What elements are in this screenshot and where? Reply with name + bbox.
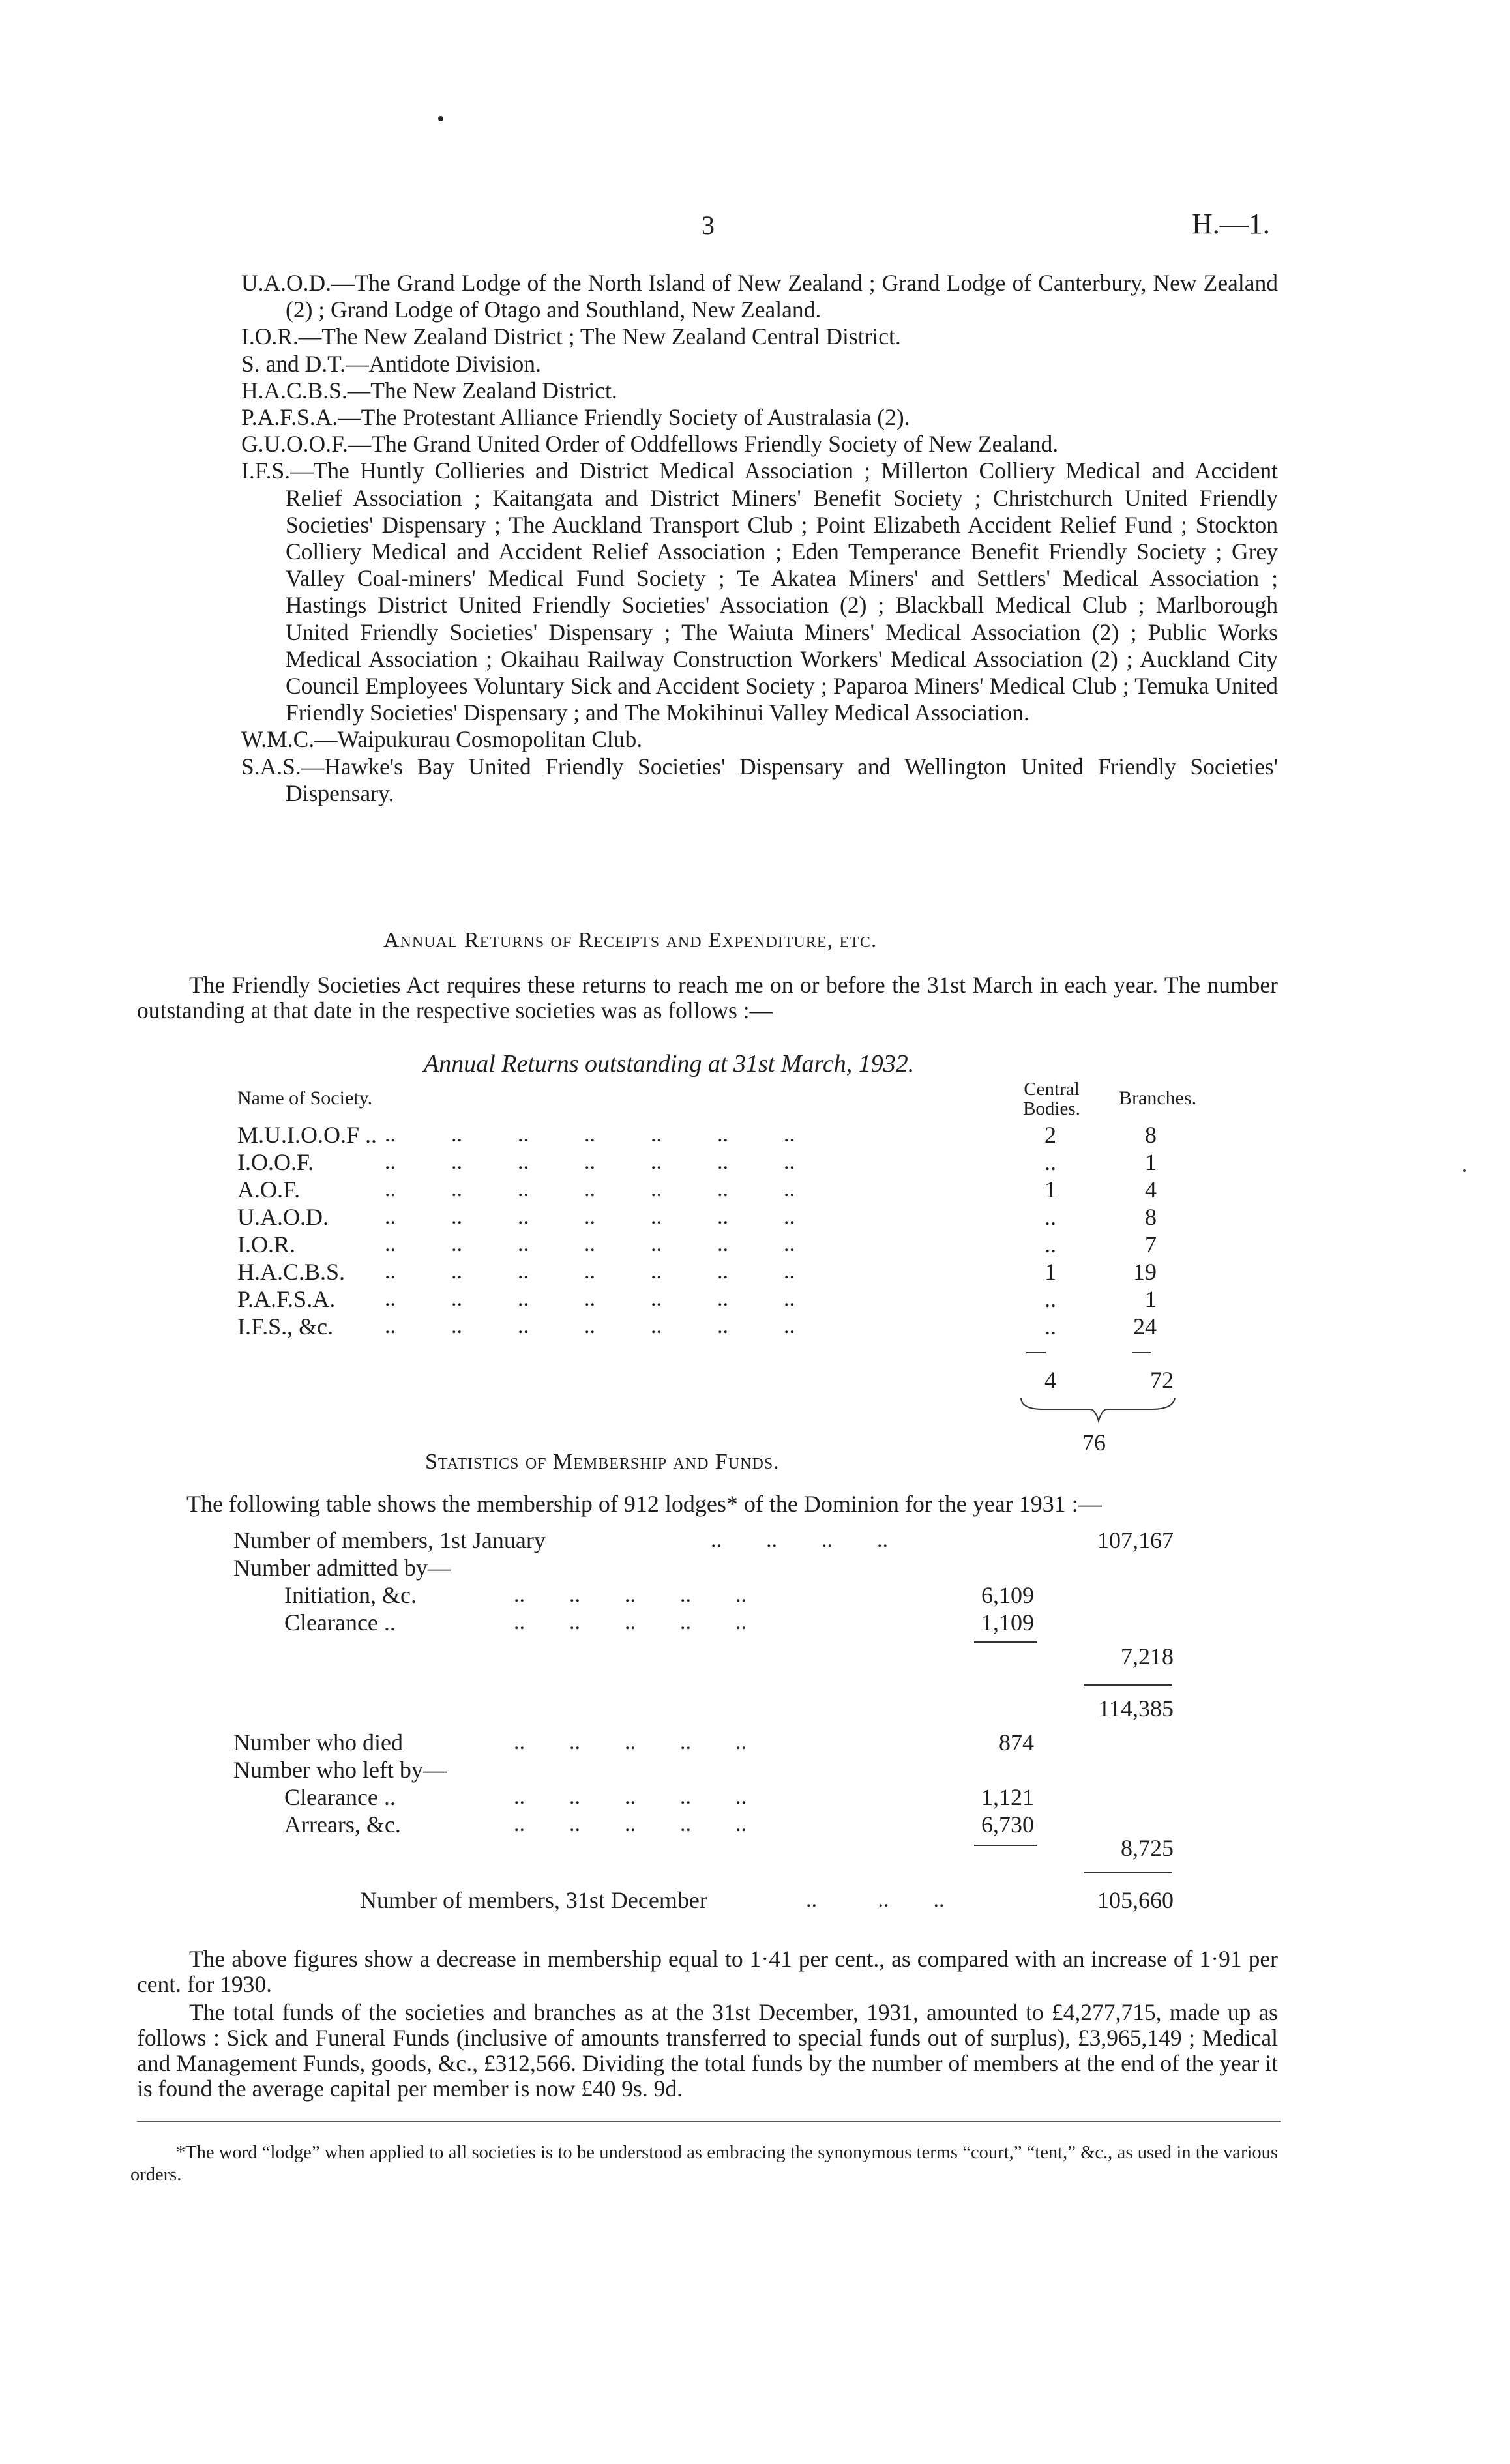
total-rule: [1132, 1352, 1151, 1353]
membership-intro: The following table shows the membership of 912 lodges* of the Dominion for the year 1931 :—: [186, 1491, 1102, 1517]
table-row-name: I.O.O.F.: [237, 1149, 314, 1175]
table-cell-central: ..: [1044, 1231, 1056, 1257]
total-central: 4: [1044, 1367, 1056, 1393]
abbreviation-text: —The Grand United Order of Oddfellows Friendly Society of New Zealand.: [348, 431, 1059, 458]
table-cell-central: ..: [1044, 1149, 1056, 1175]
abbreviation-text: —The New Zealand District.: [347, 377, 617, 403]
line-label: Number who died: [233, 1729, 403, 1755]
abbreviation-text: —The Huntly Collieries and District Medical Association ; Millerton Colliery Medical and Accident Relief Association ; Kaitangata and District Miners' Benefit Society ; Christchurch United Friendly Societies' Dispensary ; The Auckland Transport Club ; Point Elizabeth Accident Relief Fund ; Stockton Colliery Medical and Accident Relief Association ; Eden Temperance Benefit Friendly Society ; Grey Valley Coal-miners' Medical Fund Society ; Te Akatea Miners' and Settlers' Medical Association ; Hastings District United Friendly Societies' Association (2) ; Blackball Medical Club ; Marlborough United Friendly Societies' Dispensary ; The Waiuta Miners' Medical Association (2) ; Public Works Medical Association ; Okaihau Railway Construction Workers' Medical Association (2) ; Auckland City Council Employees Voluntary Sick and Accident Society ; Paparoa Miners' Medical Club ; Temuka United Friendly Societies' Dispensary ; and The Mokihinui Valley Medical Association.: [286, 458, 1278, 726]
leader-dots: .. .. .. .. ..: [514, 1583, 747, 1607]
section-heading-annual-returns: Annual Returns of Receipts and Expenditure, etc.: [383, 928, 878, 952]
sum-rule: [1084, 1684, 1172, 1686]
line-value: 874: [999, 1729, 1034, 1755]
leader-dots: .. .. .. ..: [711, 1528, 888, 1552]
footnote: *The word “lodge” when applied to all societies is to be understood as embracing the synonymous terms “court,” “tent,” &c., as used in the various orders.: [130, 2143, 1278, 2185]
brace-icon: [1017, 1395, 1180, 1424]
table-cell-central: 2: [1044, 1122, 1056, 1148]
table-cell-branches: 19: [1133, 1259, 1157, 1285]
column-header-central: [1009, 1079, 1094, 1119]
line-label: Initiation, &c.: [284, 1582, 417, 1608]
line-value: 7,218: [1121, 1643, 1174, 1669]
leader-dots: .. .. .. .. .. .. ..: [385, 1177, 795, 1201]
table-cell-branches: 1: [1145, 1149, 1157, 1175]
table-row-name: H.A.C.B.S.: [237, 1259, 346, 1285]
column-header-name: Name of Society.: [237, 1087, 373, 1109]
line-label: Clearance ..: [284, 1784, 396, 1810]
abbreviation-code: S.A.S.: [241, 753, 301, 780]
table-cell-central: ..: [1044, 1313, 1056, 1340]
abbreviation-entry: [241, 754, 1278, 807]
leader-dots: .. .. .. .. .. .. ..: [385, 1259, 795, 1283]
line-value: 1,121: [981, 1784, 1034, 1810]
line-label: Clearance ..: [284, 1609, 396, 1635]
line-value: 8,725: [1121, 1835, 1174, 1861]
annual-returns-paragraph: The Friendly Societies Act requires these returns to reach me on or before the 31st March in each year. The number outstanding at that date in the respective societies was as follows :—: [137, 972, 1278, 1023]
leader-dots: .. .. .. .. .. .. ..: [385, 1205, 795, 1229]
sum-rule: [974, 1641, 1037, 1643]
membership-paragraph-decrease: The above figures show a decrease in membership equal to 1·41 per cent., as compared with an increase of 1·91 per cent. for 1930.: [137, 1946, 1278, 1997]
abbreviation-entry: [241, 270, 1278, 323]
table-cell-branches: 8: [1145, 1204, 1157, 1230]
abbreviation-text: —The Grand Lodge of the North Island of New Zealand ; Grand Lodge of Canterbury, New Zealand (2) ; Grand Lodge of Otago and Southland, New Zealand.: [286, 270, 1278, 323]
column-header-central-line1: Central: [1024, 1079, 1080, 1100]
leader-dots: .. .. .. .. ..: [514, 1785, 747, 1809]
total-rule: [1026, 1352, 1046, 1353]
document-code: H.—1.: [1192, 208, 1270, 240]
table-cell-central: ..: [1044, 1204, 1056, 1230]
abbreviation-entry: [241, 431, 1278, 458]
abbreviation-code: W.M.C.: [241, 726, 315, 753]
table-row-name: U.A.O.D.: [237, 1204, 329, 1230]
leader-dots: .. .. .. .. .. .. ..: [385, 1150, 795, 1174]
table-row-name: A.O.F.: [237, 1177, 301, 1203]
line-label: Number of members, 1st January: [233, 1527, 546, 1553]
abbreviation-list: [241, 270, 1278, 807]
leader-dots: .. .. .. .. ..: [514, 1610, 747, 1634]
table-cell-central: ..: [1044, 1286, 1056, 1312]
line-value: 107,167: [1097, 1527, 1174, 1553]
stray-mark: [1463, 1169, 1466, 1172]
grand-total: 76: [1082, 1430, 1106, 1456]
abbreviation-entry: [241, 458, 1278, 726]
leader-dots: .. .. .. .. .. .. ..: [385, 1232, 795, 1256]
footnote-divider: [137, 2121, 1281, 2122]
section-heading-membership: Statistics of Membership and Funds.: [425, 1450, 780, 1474]
line-value: 6,730: [981, 1811, 1034, 1838]
abbreviation-text: —Waipukurau Cosmopolitan Club.: [314, 726, 643, 753]
abbreviation-code: I.F.S.: [241, 458, 291, 484]
column-header-central-line2: Bodies.: [1023, 1098, 1080, 1119]
page-number: 3: [702, 211, 715, 240]
line-label: Number admitted by—: [233, 1555, 451, 1581]
leader-dots: .. .. .. .. .. .. ..: [385, 1122, 795, 1147]
table-row-name: I.O.R.: [237, 1231, 295, 1257]
total-branches: 72: [1150, 1367, 1174, 1393]
leader-dots: .. .. .. .. .. .. ..: [385, 1314, 795, 1338]
line-value: 1,109: [981, 1609, 1034, 1635]
line-label: Number of members, 31st December: [360, 1887, 707, 1913]
abbreviation-entry: [241, 404, 1278, 431]
line-value: 114,385: [1098, 1695, 1174, 1722]
table-row-name: I.F.S., &c.: [237, 1313, 334, 1340]
sum-rule: [1084, 1872, 1172, 1873]
abbreviation-text: —Antidote Division.: [346, 350, 541, 377]
leader-dots: .. .. .. .. ..: [514, 1812, 747, 1836]
leader-dots: .. .. .. .. .. .. ..: [385, 1287, 795, 1311]
membership-paragraph-funds: The total funds of the societies and branches as at the 31st December, 1931, amounted to £4,277,715, made up as follows : Sick and Funeral Funds (inclusive of amounts transferred to special funds out of surplus), £3,965,149 ; Medical and Management Funds, goods, &c., £312,566. Dividing the total funds by the number of members at the end of the year it is found the average capital per member is now £40 9s. 9d.: [137, 1999, 1278, 2102]
abbreviation-code: P.A.F.S.A.: [241, 404, 338, 431]
leader-dots: .. .. ..: [806, 1888, 945, 1912]
leader-dots: .. .. .. .. ..: [514, 1730, 747, 1754]
table-row-name: P.A.F.S.A.: [237, 1286, 336, 1312]
table-caption: Annual Returns outstanding at 31st March, 1932.: [424, 1050, 915, 1078]
stray-mark: [438, 116, 443, 121]
line-value: 105,660: [1097, 1887, 1174, 1913]
column-header-branches: Branches.: [1119, 1087, 1197, 1109]
abbreviation-code: U.A.O.D.: [241, 270, 332, 296]
table-cell-central: 1: [1044, 1177, 1056, 1203]
table-cell-branches: 24: [1133, 1313, 1157, 1340]
sum-rule: [974, 1845, 1037, 1846]
table-cell-branches: 7: [1145, 1231, 1157, 1257]
table-row-name: M.U.I.O.O.F ..: [237, 1122, 377, 1148]
table-cell-branches: 8: [1145, 1122, 1157, 1148]
abbreviation-code: G.U.O.O.F.: [241, 431, 348, 458]
table-cell-branches: 4: [1145, 1177, 1157, 1203]
table-cell-central: 1: [1044, 1259, 1056, 1285]
abbreviation-entry: [241, 377, 1278, 404]
abbreviation-code: H.A.C.B.S.: [241, 377, 348, 403]
abbreviation-entry: [241, 351, 1278, 377]
abbreviation-entry: [241, 726, 1278, 753]
abbreviation-text: —Hawke's Bay United Friendly Societies' Dispensary and Wellington United Friendly Societies' Dispensary.: [286, 753, 1278, 806]
line-label: Arrears, &c.: [284, 1811, 401, 1838]
abbreviation-text: —The Protestant Alliance Friendly Society of Australasia (2).: [338, 404, 910, 431]
abbreviation-text: —The New Zealand District ; The New Zealand Central District.: [298, 323, 901, 350]
abbreviation-entry: [241, 323, 1278, 350]
table-cell-branches: 1: [1145, 1286, 1157, 1312]
abbreviation-code: I.O.R.: [241, 323, 299, 350]
line-label: Number who left by—: [233, 1757, 447, 1783]
abbreviation-code: S. and D.T.: [241, 350, 346, 377]
line-value: 6,109: [981, 1582, 1034, 1608]
